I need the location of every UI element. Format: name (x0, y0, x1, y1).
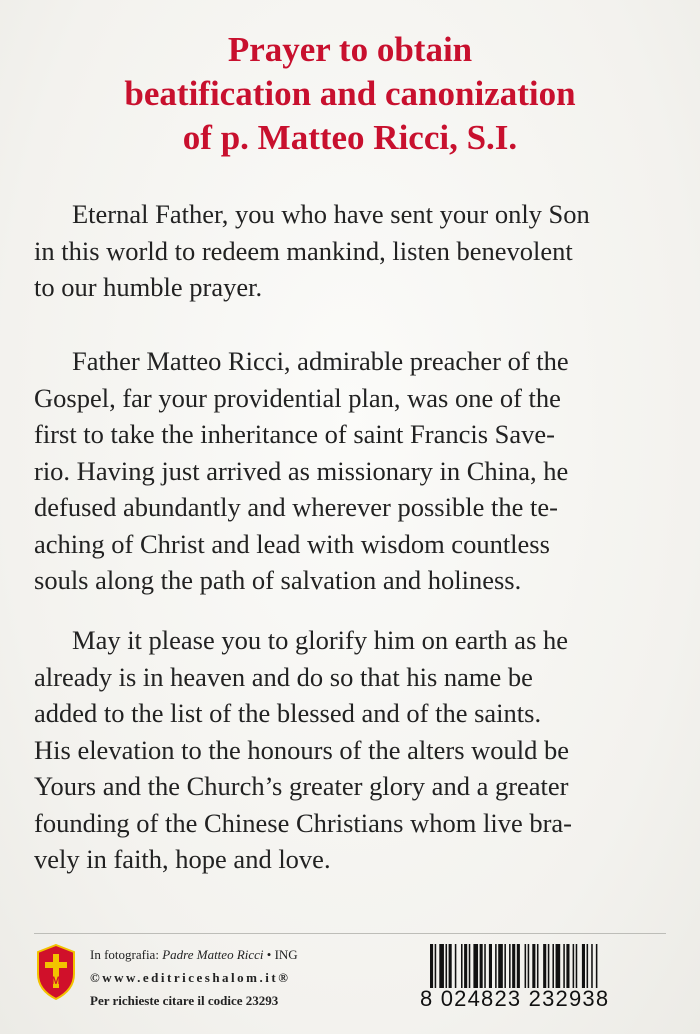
publisher-website: ©www.editriceshalom.it® (90, 970, 291, 985)
text-line: already is in heaven and do so that his name be (34, 661, 533, 692)
photo-credit: In fotografia: Padre Matteo Ricci • ING (90, 947, 298, 962)
product-code: Per richieste citare il codice 23293 (90, 993, 279, 1008)
title-line: Prayer to obtain (227, 30, 473, 69)
svg-text:M: M (51, 975, 61, 987)
text-line: in this world to redeem mankind, listen benevolent (34, 235, 573, 266)
footer-divider (34, 933, 666, 934)
title-line: beatification and canonization (124, 74, 576, 113)
paragraph-2 (34, 343, 678, 599)
text-line: first to take the inheritance of saint Francis Save- (34, 419, 555, 449)
photo-subject: Padre Matteo Ricci (162, 947, 264, 962)
prayer-title (40, 28, 660, 160)
text-line: Yours and the Church’s greater glory and a greater (34, 771, 569, 801)
footer-credits (90, 943, 390, 1012)
shalom-logo-icon (36, 944, 76, 1000)
paragraph-3 (34, 622, 678, 878)
text-line: added to the list of the blessed and of the saints. (34, 698, 542, 728)
text-line: His elevation to the honours of the alters would be (34, 734, 570, 765)
text-line: founding of the Chinese Christians whom live bra- (34, 807, 573, 838)
text-line: rio. Having just arrived as missionary in China, he (34, 455, 569, 486)
text-line: vely in faith, hope and love. (34, 844, 331, 874)
text-line: defused abundantly and wherever possible the te- (34, 492, 558, 522)
text-line: May it please you to glorify him on earth as he (72, 625, 569, 655)
text-line: Father Matteo Ricci, admirable preacher of the (72, 346, 569, 376)
barcode-number: 8 024823 232938 (420, 986, 610, 1011)
paragraph-1 (34, 196, 678, 306)
title-line: of p. Matteo Ricci, S.I. (182, 118, 518, 157)
text-line: Gospel, far your providential plan, was one of the (34, 382, 561, 413)
text-line: souls along the path of salvation and holiness. (34, 565, 522, 595)
text-line: aching of Christ and lead with wisdom countless (34, 528, 550, 559)
text-line: Eternal Father, you who have sent your only Son (72, 199, 590, 229)
text-line: to our humble prayer. (34, 272, 263, 302)
